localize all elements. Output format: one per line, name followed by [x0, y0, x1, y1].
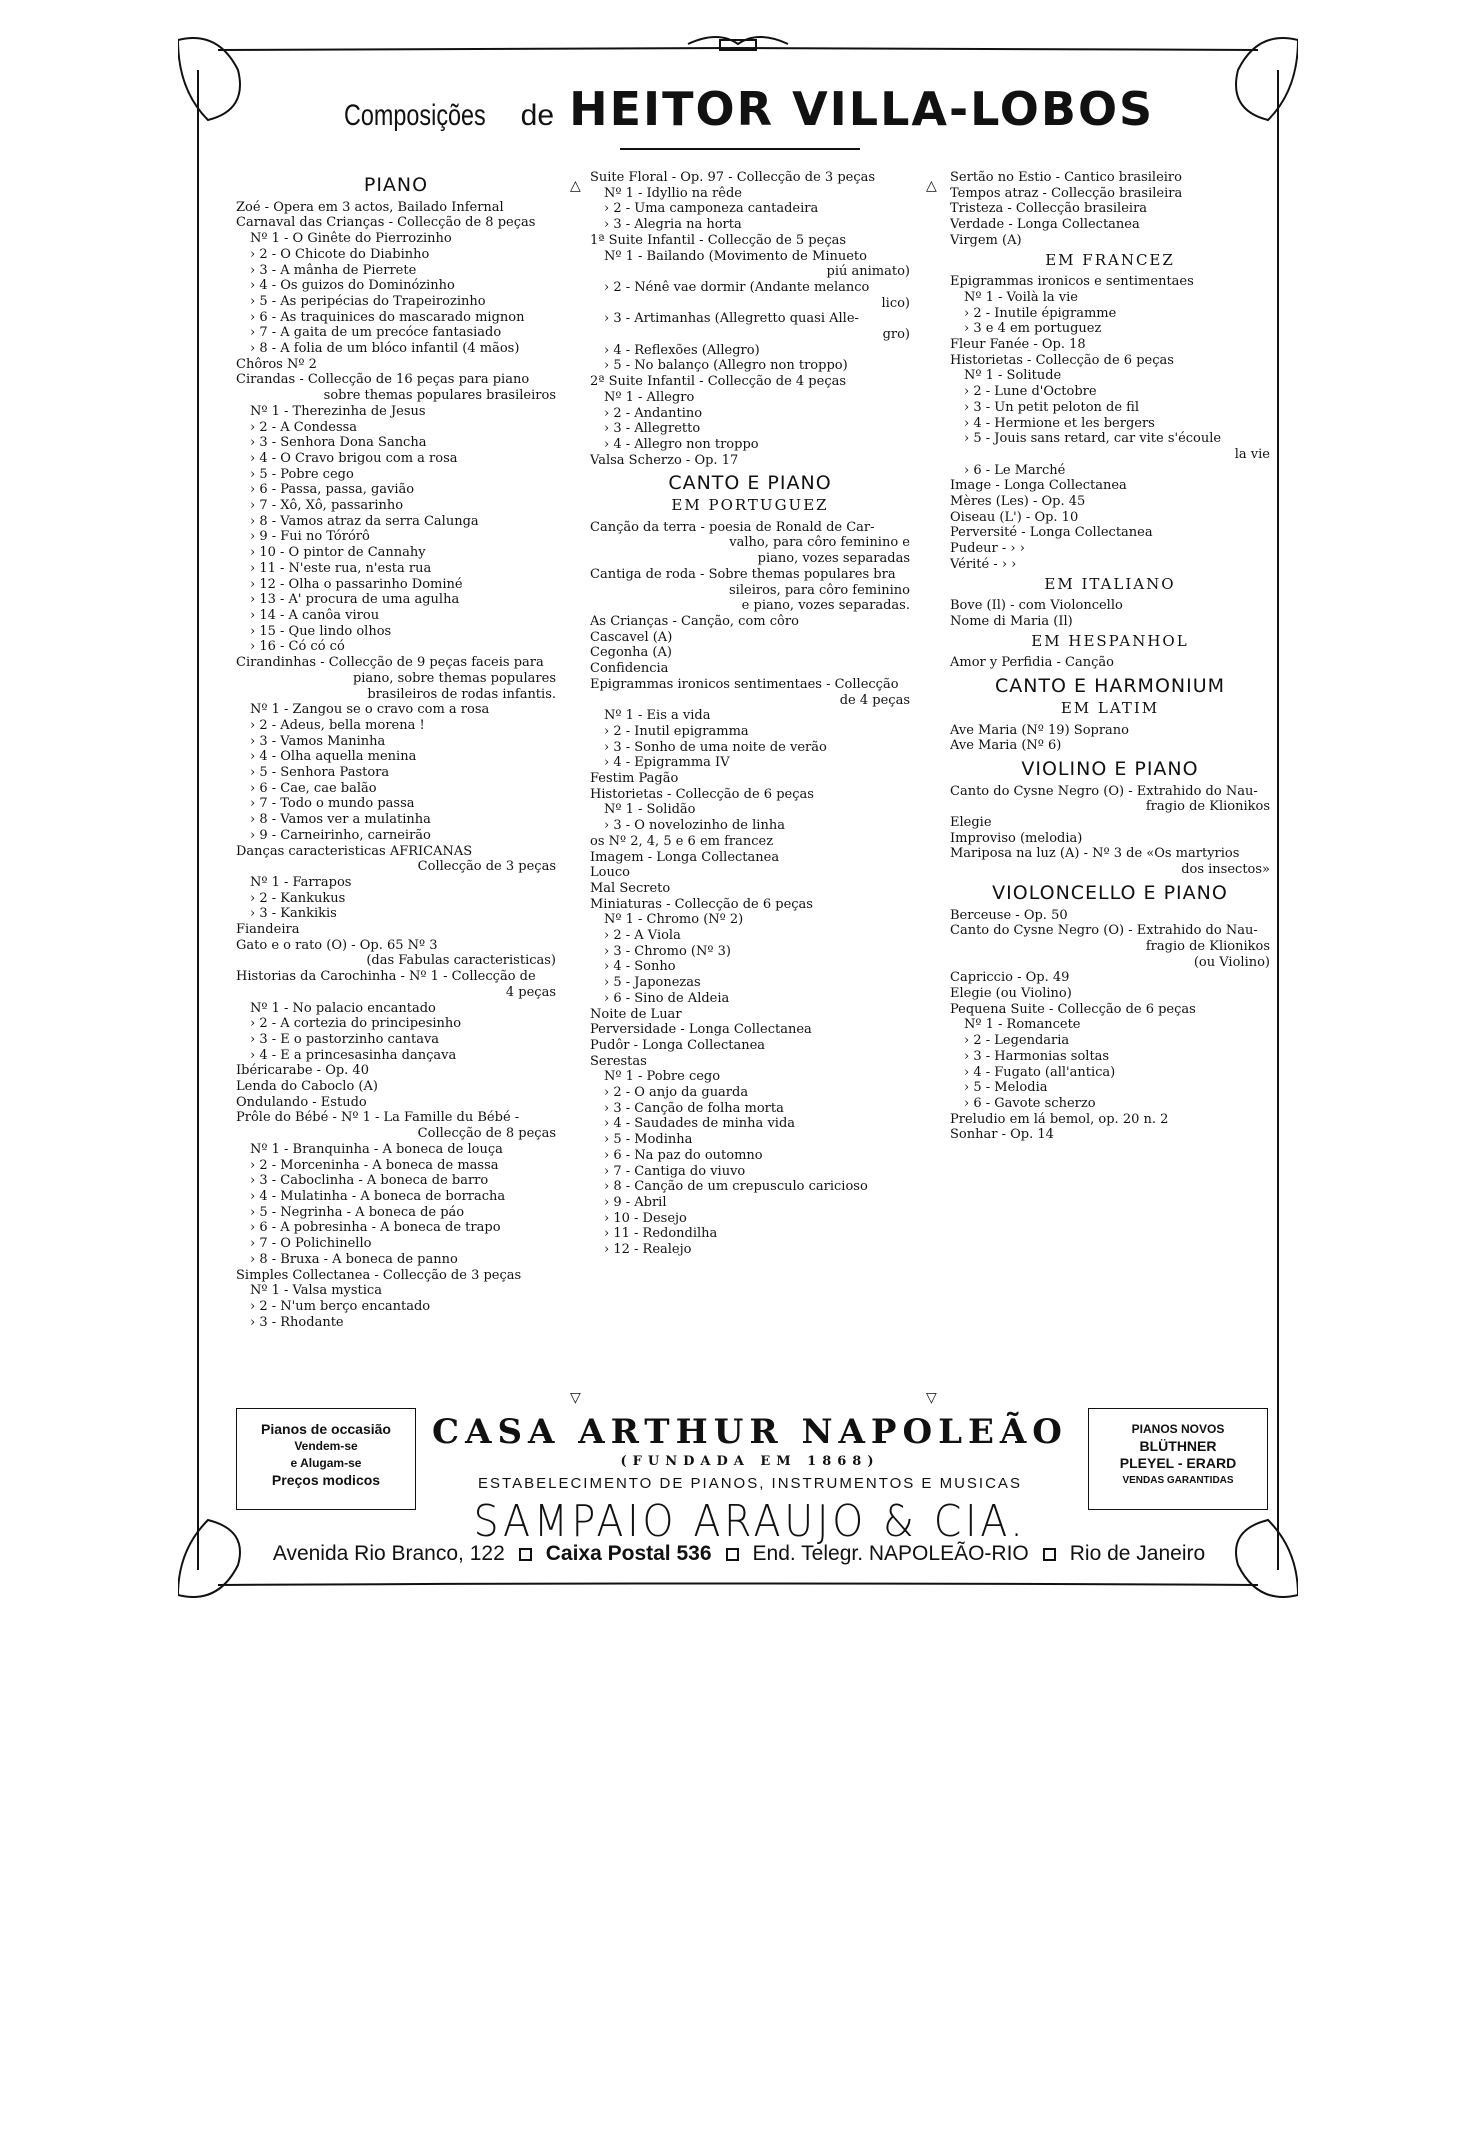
catalog-entry: › 5 - Japonezas: [604, 975, 701, 991]
catalog-entry: Bove (Il) - com Violoncello: [950, 598, 1123, 614]
catalog-entry: › 6 - Na paz do outomno: [604, 1147, 763, 1163]
catalog-entry: Perversidade - Longa Collectanea: [590, 1022, 812, 1038]
catalog-entry: › 5 - Melodia: [964, 1080, 1048, 1096]
catalog-entry: Nº 1 - Eis a vida: [604, 708, 711, 724]
catalog-entry: › 4 - Mulatinha - A boneca de borracha: [250, 1189, 506, 1204]
catalog-entry: › 4 - Os guizos do Dominózinho: [250, 278, 455, 294]
section-heading: PIANO: [363, 174, 429, 196]
triangle-mark: △: [570, 178, 581, 194]
catalog-entry: Elegie: [950, 815, 992, 831]
catalog-entry: › 2 - Uma camponeza cantadeira: [604, 201, 819, 217]
catalog-entry: Nº 1 - Valsa mystica: [250, 1283, 382, 1299]
catalog-entry: Nº 1 - Voilà la vie: [964, 289, 1079, 305]
ad-right-line-3: PLEYEL - ERARD: [1119, 1455, 1237, 1471]
catalog-entry: Ave Maria (Nº 6): [950, 738, 1062, 754]
catalog-entry: Pudôr - Longa Collectanea: [590, 1037, 766, 1053]
catalog-entry: Confidencia: [590, 661, 669, 677]
catalog-entry: › 2 - Inutile épigramme: [964, 305, 1117, 321]
catalog-entry: Sertão no Estio - Cantico brasileiro: [950, 170, 1182, 185]
catalog-entry: › 10 - O pintor de Cannahy: [250, 545, 426, 561]
ad-right-line-1: PIANOS NOVOS: [1131, 1422, 1225, 1436]
ad-left-line-1: Pianos de occasião: [261, 1421, 391, 1437]
catalog-entry: Lenda do Caboclo (A): [236, 1079, 378, 1095]
catalog-entry: › 7 - A gaita de um precóce fantasiado: [250, 325, 502, 341]
catalog-entry: › 8 - Bruxa - A boneca de panno: [250, 1251, 458, 1267]
ad-new-pianos: [1088, 1408, 1268, 1510]
catalog-entry: Nº 1 - Bailando (Movimento de Minueto: [604, 248, 867, 264]
catalog-entry: › 5 - Jouis sans retard, car vite s'écoule: [964, 431, 1222, 447]
catalog-entry: › 14 - A canôa virou: [250, 607, 380, 623]
catalog-entry: sobre themas populares brasileiros: [323, 388, 556, 404]
catalog-entry: › 2 - A cortezia do principesinho: [250, 1016, 462, 1032]
catalog-entry: › 7 - O Polichinello: [250, 1236, 372, 1252]
publisher-name: CASA ARTHUR NAPOLEÃO: [432, 1412, 1068, 1452]
catalog-entry: Cascavel (A): [590, 629, 673, 645]
catalog-entry: › 3 - Canção de folha morta: [604, 1100, 784, 1116]
catalog-entry: › 6 - Cae, cae balão: [250, 780, 377, 796]
catalog-entry: › 16 - Có có có: [250, 639, 345, 655]
catalog-entry: › 4 - Allegro non troppo: [604, 436, 759, 452]
column-middle: [590, 170, 910, 1258]
catalog-entry: › 3 - A mânha de Pierrete: [250, 262, 417, 278]
catalog-entry: Pudeur - › ›: [950, 541, 1025, 557]
catalog-entry: Nº 1 - Farrapos: [250, 874, 352, 890]
square-bullet-icon: [726, 1548, 739, 1561]
catalog-entry: › 3 - Artimanhas (Allegretto quasi Alle-: [604, 311, 859, 327]
catalog-entry: › 3 - Allegretto: [604, 421, 701, 437]
ad-left-line-2: Vendem-se: [294, 1439, 358, 1453]
language-subheading: EM HESPANHOL: [1031, 631, 1189, 650]
catalog-entry: Nº 1 - No palacio encantado: [250, 1000, 436, 1016]
catalog-entry: › 6 - Passa, passa, gavião: [250, 482, 415, 498]
catalog-entry: › 2 - O Chicote do Diabinho: [250, 246, 430, 262]
catalog-entry: brasileiros de rodas infantis.: [367, 686, 556, 702]
catalog-entry: › 2 - A Condessa: [250, 419, 358, 435]
catalog-entry: › 2 - Lune d'Octobre: [964, 384, 1097, 400]
catalog-entry: Tristeza - Collecção brasileira: [950, 201, 1148, 217]
catalog-entry: Nº 1 - Solidão: [604, 802, 696, 818]
catalog-entry: fragio de Klionikos: [1145, 799, 1270, 815]
catalog-entry: Nome di Maria (Il): [950, 613, 1073, 629]
catalog-entry: › 8 - A folia de um blóco infantil (4 mãos): [250, 341, 520, 357]
catalog-entry: › 2 - O anjo da guarda: [604, 1085, 749, 1101]
ad-used-pianos: [236, 1408, 416, 1510]
ad-right-line-4: VENDAS GARANTIDAS: [1122, 1475, 1234, 1486]
catalog-entry: › 6 - A pobresinha - A boneca de trapo: [250, 1220, 501, 1236]
catalog-entry: › 12 - Realejo: [604, 1242, 692, 1258]
catalog-entry: › 2 - Morceninha - A boneca de massa: [250, 1157, 499, 1173]
catalog-entry: Perversité - Longa Collectanea: [950, 525, 1153, 541]
catalog-entry: Pequena Suite - Collecção de 6 peças: [950, 1001, 1196, 1017]
catalog-entry: › 3 - E o pastorzinho cantava: [250, 1031, 440, 1047]
catalog-entry: › 9 - Abril: [604, 1195, 667, 1210]
section-heading: CANTO E HARMONIUM: [994, 675, 1226, 698]
catalog-entry: Suite Floral - Op. 97 - Collecção de 3 peças: [590, 170, 876, 185]
catalog-entry: Zoé - Opera em 3 actos, Bailado Infernal: [236, 199, 504, 215]
catalog-entry: 2ª Suite Infantil - Collecção de 4 peças: [590, 374, 847, 390]
catalog-entry: 1ª Suite Infantil - Collecção de 5 peças: [590, 232, 847, 248]
catalog-entry: › 5 - Pobre cego: [250, 466, 354, 482]
catalog-entry: Carnaval das Crianças - Collecção de 8 peças: [236, 215, 536, 231]
catalog-entry: Mal Secreto: [590, 880, 671, 896]
catalog-entry: Sonhar - Op. 14: [950, 1127, 1054, 1143]
catalog-entry: › 3 - Sonho de uma noite de verão: [604, 739, 827, 755]
catalog-entry: Virgem (A): [950, 232, 1022, 248]
section-heading: CANTO E PIANO: [668, 472, 832, 495]
catalog-entry: Oiseau (L') - Op. 10: [950, 509, 1079, 525]
catalog-entry: › 4 - Sonho: [604, 959, 676, 975]
catalog-entry: › 3 e 4 em portuguez: [964, 321, 1102, 337]
catalog-entry: Miniaturas - Collecção de 6 peças: [590, 896, 813, 912]
page-title: [0, 82, 1478, 136]
catalog-entry: › 2 - Inutil epigramma: [604, 723, 749, 739]
catalog-entry: (das Fabulas caracteristicas): [366, 953, 556, 969]
triangle-mark: △: [926, 178, 937, 194]
catalog-entry: Nº 1 - Therezinha de Jesus: [250, 403, 426, 419]
street-address: Avenida Rio Branco, 122: [272, 1542, 505, 1565]
catalog-entry: › 13 - A' procura de uma agulha: [250, 592, 460, 608]
catalog-entry: › 8 - Vamos ver a mulatinha: [250, 812, 431, 828]
catalog-entry: Improviso (melodia): [950, 830, 1083, 846]
catalog-entry: Image - Longa Collectanea: [950, 478, 1127, 494]
catalog-entry: Nº 1 - Branquinha - A boneca de louça: [250, 1141, 503, 1157]
catalog-entry: Canção da terra - poesia de Ronald de Car-: [590, 519, 875, 535]
catalog-entry: Ondulando - Estudo: [236, 1094, 367, 1110]
language-subheading: EM PORTUGUEZ: [671, 496, 829, 515]
catalog-entry: › 9 - Fui no Tórórô: [250, 529, 370, 545]
language-subheading: EM FRANCEZ: [1045, 250, 1175, 269]
catalog-entry: Nº 1 - Allegro: [604, 389, 695, 405]
catalog-entry: Historias da Carochinha - Nº 1 - Collecção de: [236, 969, 536, 985]
catalog-entry: valho, para côro feminino e: [729, 535, 910, 551]
catalog-entry: Capriccio - Op. 49: [950, 970, 1070, 986]
catalog-entry: › 8 - Canção de um crepusculo caricioso: [604, 1179, 868, 1195]
catalog-entry: › 5 - Senhora Pastora: [250, 765, 390, 781]
catalog-entry: › 7 - Cantiga do viuvo: [604, 1163, 746, 1179]
catalog-entry: Simples Collectanea - Collecção de 3 peças: [236, 1267, 522, 1283]
catalog-entry: Nº 1 - O Ginête do Pierrozinho: [250, 231, 452, 247]
catalog-entry: Festim Pagão: [590, 771, 679, 787]
catalog-entry: › 3 - Vamos Maninha: [250, 733, 386, 749]
catalog-entry: › 8 - Vamos atraz da serra Calunga: [250, 513, 479, 529]
catalog-entry: › 5 - As peripécias do Trapeirozinho: [250, 293, 486, 309]
catalog-entry: › 6 - As traquinices do mascarado mignon: [250, 309, 525, 325]
catalog-entry: (ou Violino): [1193, 954, 1270, 970]
column-right: [950, 170, 1270, 1143]
catalog-entry: › 6 - Gavote scherzo: [964, 1095, 1096, 1111]
ad-right-line-2: BLÜTHNER: [1139, 1438, 1217, 1454]
catalog-entry: › 5 - Negrinha - A boneca de páo: [250, 1204, 465, 1220]
catalog-entry: Collecção de 8 peças: [417, 1126, 556, 1142]
composer-name: HEITOR VILLA-LOBOS: [569, 82, 1155, 136]
catalog-entry: › 2 - Andantino: [604, 405, 703, 421]
catalog-entry: piano, sobre themas populares: [352, 670, 556, 686]
catalog-entry: e piano, vozes separadas.: [741, 598, 910, 614]
ad-left-line-3: e Alugam-se: [290, 1456, 362, 1470]
section-heading: VIOLONCELLO E PIANO: [992, 881, 1228, 904]
telegraph-address: End. Telegr. NAPOLEÃO-RIO: [752, 1542, 1029, 1565]
catalog-entry: de 4 peças: [839, 692, 910, 708]
catalog-entry: lico): [881, 295, 910, 311]
catalog-entry: › 6 - Sino de Aldeia: [604, 990, 730, 1006]
catalog-entry: › 3 - Un petit peloton de fil: [964, 399, 1140, 415]
catalog-entry: Noite de Luar: [590, 1006, 682, 1022]
catalog-entry: Valsa Scherzo - Op. 17: [590, 452, 739, 468]
establishment-line: ESTABELECIMENTO DE PIANOS, INSTRUMENTOS E MUSICAS: [478, 1475, 1022, 1492]
catalog-entry: Chôros Nº 2: [236, 356, 317, 372]
catalog-entry: Nº 1 - Zangou se o cravo com a rosa: [250, 702, 490, 718]
catalog-entry: piú animato): [826, 264, 910, 280]
catalog-entry: Collecção de 3 peças: [417, 859, 556, 875]
catalog-entry: › 4 - Saudades de minha vida: [604, 1116, 796, 1132]
owner-name: SAMPAIO ARAUJO & CIA.: [473, 1496, 1027, 1547]
catalog-entry: dos insectos»: [1181, 862, 1270, 878]
catalog-entry: la vie: [1234, 446, 1270, 462]
catalog-entry: Nº 1 - Romancete: [964, 1017, 1081, 1033]
catalog-entry: Berceuse - Op. 50: [950, 907, 1068, 923]
catalog-entry: › 3 - Harmonias soltas: [964, 1048, 1110, 1064]
catalog-entry: › 2 - A Viola: [604, 928, 681, 944]
catalog-entry: › 5 - Modinha: [604, 1132, 693, 1148]
catalog-entry: Fiandeira: [236, 922, 300, 938]
catalog-entry: Gato e o rato (O) - Op. 65 Nº 3: [236, 937, 438, 953]
publisher-block: [420, 1412, 1080, 1547]
catalog-entry: › 4 - Epigramma IV: [604, 755, 730, 771]
catalog-entry: Nº 1 - Chromo (Nº 2): [604, 912, 744, 928]
city: Rio de Janeiro: [1069, 1542, 1206, 1565]
catalog-entry: › 11 - Redondilha: [604, 1226, 718, 1242]
catalog-entry: › 11 - N'este rua, n'esta rua: [250, 560, 432, 576]
catalog-entry: Vérité - › ›: [950, 556, 1017, 572]
catalog-entry: piano, vozes separadas: [757, 551, 910, 567]
catalog-entry: › 4 - Olha aquella menina: [250, 749, 417, 765]
catalog-entry: Tempos atraz - Collecção brasileira: [950, 185, 1183, 201]
catalog-entry: › 7 - Todo o mundo passa: [250, 796, 415, 812]
catalog-entry: Verdade - Longa Collectanea: [950, 217, 1140, 233]
catalog-entry: Historietas - Collecção de 6 peças: [590, 786, 814, 802]
catalog-entry: 4 peças: [505, 984, 556, 1000]
catalog-entry: › 5 - No balanço (Allegro non troppo): [604, 358, 848, 374]
catalog-entry: › 10 - Desejo: [604, 1210, 687, 1226]
square-bullet-icon: [1043, 1548, 1056, 1561]
catalog-entry: › 4 - E a princesasinha dançava: [250, 1047, 457, 1063]
po-box: Caixa Postal 536: [545, 1542, 712, 1565]
ad-left-line-4: Preços modicos: [271, 1472, 381, 1488]
title-divider: [620, 148, 860, 150]
catalog-entry: › 2 - Kankukus: [250, 890, 346, 906]
catalog-entry: Cirandas - Collecção de 16 peças para piano: [236, 372, 530, 388]
catalog-entry: › 2 - Nénê vae dormir (Andante melanco: [604, 279, 870, 295]
catalog-entry: › 3 - Kankikis: [250, 906, 337, 922]
triangle-mark: ▽: [570, 1390, 581, 1406]
title-prefix: Composições: [343, 99, 486, 132]
square-bullet-icon: [519, 1548, 532, 1561]
catalog-entry: Imagem - Longa Collectanea: [590, 849, 780, 865]
catalog-entry: fragio de Klionikos: [1145, 938, 1270, 954]
catalog-entry: › 3 - Alegria na horta: [604, 217, 742, 233]
catalog-entry: › 2 - Adeus, bella morena !: [250, 717, 425, 733]
catalog-entry: Epigrammas ironicos e sentimentaes: [950, 274, 1194, 290]
catalog-entry: gro): [882, 327, 910, 343]
title-de: de: [520, 99, 555, 132]
catalog-entry: › 3 - Senhora Dona Sancha: [250, 435, 427, 451]
founded-year: (FUNDADA EM 1868): [620, 1454, 880, 1469]
catalog-entry: Mariposa na luz (A) - Nº 3 de «Os martyrios: [950, 846, 1240, 862]
catalog-entry: › 2 - N'um berço encantado: [250, 1298, 431, 1314]
catalog-entry: › 2 - Legendaria: [964, 1033, 1070, 1049]
catalog-entry: › 4 - O Cravo brigou com a rosa: [250, 450, 458, 466]
catalog-entry: Cantiga de roda - Sobre themas populares bra: [590, 566, 896, 582]
catalog-entry: › 3 - O novelozinho de linha: [604, 818, 785, 834]
language-subheading: EM LATIM: [1060, 698, 1160, 717]
catalog-entry: Fleur Fanée - Op. 18: [950, 337, 1086, 353]
catalog-entry: Cegonha (A): [590, 645, 672, 661]
catalog-entry: › 6 - Le Marché: [964, 462, 1066, 478]
triangle-mark: ▽: [926, 1390, 937, 1406]
catalog-entry: › 3 - Rhodante: [250, 1314, 344, 1330]
address-line: [0, 1542, 1478, 1566]
catalog-entry: Epigrammas ironicos sentimentaes - Collecção: [590, 676, 899, 692]
catalog-entry: › 15 - Que lindo olhos: [250, 623, 392, 639]
catalog-entry: Ibéricarabe - Op. 40: [236, 1063, 369, 1079]
catalog-entry: › 4 - Hermione et les bergers: [964, 415, 1155, 431]
catalog-entry: › 7 - Xô, Xô, passarinho: [250, 498, 404, 514]
catalog-entry: › 3 - Chromo (Nº 3): [604, 943, 731, 959]
catalog-entry: os Nº 2, 4, 5 e 6 em francez: [590, 833, 774, 849]
catalog-entry: Mères (Les) - Op. 45: [950, 494, 1086, 510]
catalog-entry: › 4 - Fugato (all'antica): [964, 1064, 1116, 1080]
catalog-entry: Serestas: [590, 1053, 647, 1069]
catalog-entry: Amor y Perfidia - Canção: [950, 655, 1114, 671]
catalog-entry: Nº 1 - Pobre cego: [604, 1069, 721, 1085]
catalog-entry: Preludio em lá bemol, op. 20 n. 2: [950, 1111, 1169, 1127]
catalog-entry: Cirandinhas - Collecção de 9 peças faceis para: [236, 655, 544, 671]
catalog-entry: As Crianças - Canção, com côro: [590, 613, 799, 629]
column-piano: [236, 170, 556, 1330]
catalog-entry: Elegie (ou Violino): [950, 986, 1072, 1002]
catalog-entry: › 12 - Olha o passarinho Dominé: [250, 576, 463, 592]
catalog-entry: Louco: [590, 865, 630, 881]
catalog-entry: Ave Maria (Nº 19) Soprano: [950, 722, 1130, 738]
catalog-entry: Nº 1 - Solitude: [964, 368, 1062, 384]
catalog-entry: sileiros, para côro feminino: [729, 582, 910, 598]
catalog-entry: › 9 - Carneirinho, carneirão: [250, 827, 431, 843]
catalog-entry: › 4 - Reflexões (Allegro): [604, 342, 760, 358]
catalog-entry: Canto do Cysne Negro (O) - Extrahido do Nau-: [950, 783, 1258, 799]
section-heading: VIOLINO E PIANO: [1021, 757, 1199, 780]
catalog-entry: Canto do Cysne Negro (O) - Extrahido do Nau-: [950, 923, 1258, 939]
catalog-entry: Nº 1 - Idyllio na rêde: [604, 185, 742, 201]
catalog-entry: › 3 - Caboclinha - A boneca de barro: [250, 1173, 489, 1189]
catalog-entry: Historietas - Collecção de 6 peças: [950, 352, 1174, 368]
catalog-entry: Prôle do Bébé - Nº 1 - La Famille du Bébé -: [236, 1110, 520, 1126]
catalog-entry: Danças caracteristicas AFRICANAS: [236, 843, 473, 859]
language-subheading: EM ITALIANO: [1044, 574, 1176, 593]
